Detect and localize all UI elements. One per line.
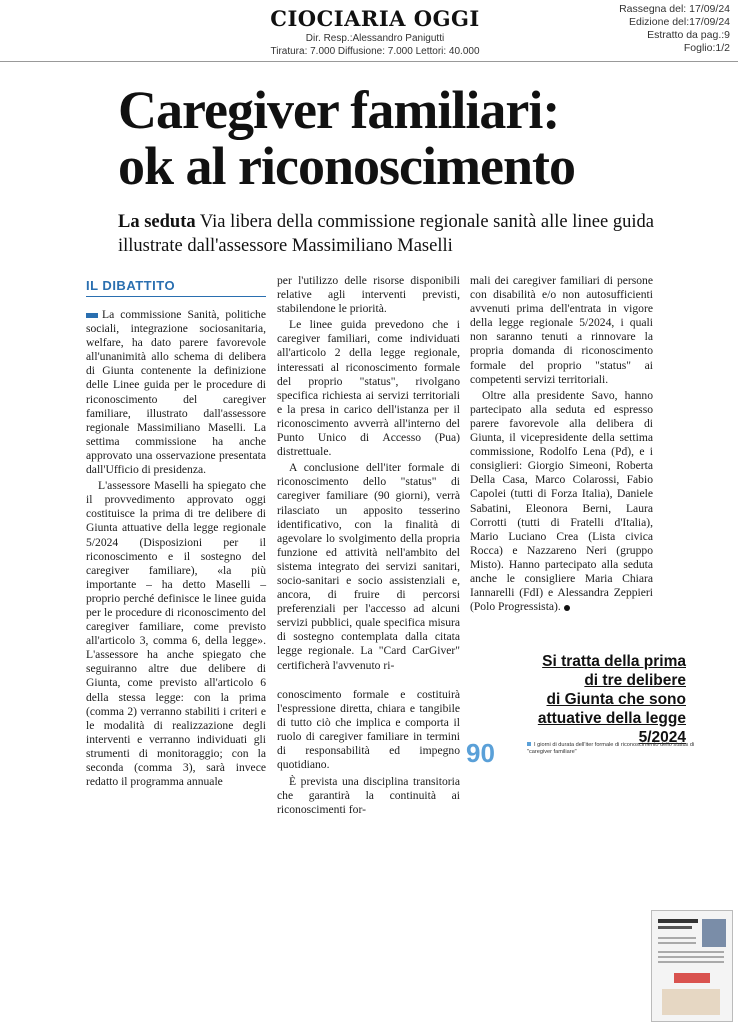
thumbnail-ad [662,989,720,1015]
masthead-divider [0,61,738,62]
stat-caption-text: I giorni di durata dell'iter formale di riconoscimento dello status di "caregiver familiare" [527,742,695,755]
article-column-3 [470,274,653,616]
paragraph: Le linee guida prevedono che i caregiver familiari, come individuati all'articolo 2 della legge regionale, interessati al riconoscimento formale del proprio "status", rivolgano specifica richiesta ai servizi territoriali e la presa in carico dell'istanza per il riconoscimento avverrà all'interno del Punto Unico di Accesso (Pua) distrettuale. [277,318,460,459]
pull-quote-line: attuative della legge [537,710,686,727]
meta-estratto: Estratto da pag.:9 [647,29,730,41]
paragraph [86,308,266,477]
meta-block [590,3,730,55]
article-subhead [118,210,678,258]
meta-rassegna: Rassegna del: 17/09/24 [619,3,730,15]
article-column-1 [86,308,266,791]
subhead-lead: La seduta [118,212,196,232]
thumbnail-photo [702,919,726,947]
paragraph: A conclusione dell'iter formale di riconoscimento dello "status" di caregiver familiare (90 giorni), verrà rilasciato un apposito tesserino identificativo, con la finalità di agevolare lo svolgimento della propria funzione ed attività nell'ambito del sistema integrato dei servizi sanitari, socio-sanitari e socio assistenziali e, ancora, di fruire di percorsi preferenziali per l'accesso ad alcuni servizi pubblici, quale specifica misura di sostegno contemplata dalla citata legge regionale. La "Card CarGiver" certificherà l'avvenuto ri- [277,461,460,672]
article-column-2-continued [277,688,460,819]
publication-name: CIOCIARIA OGGI [270,6,480,31]
paragraph: conoscimento formale e costituirà l'espressione diretta, chiara e tangibile di tutto ciò che implica e comporta il ruolo di caregiver familiare in termini di responsabilità ed impegno quotidiano. [277,688,460,772]
pull-quote-line: di Giunta che sono [546,691,686,708]
stat-bullet-icon [527,742,531,746]
thumbnail-text-line [658,942,696,944]
subhead-text: Via libera della commissione regionale sanità alle linee guida illustrate dall'assessore Massimiliano Maselli [118,212,654,256]
lead-marker-icon [86,313,98,318]
thumbnail-text-line [658,951,724,953]
pull-quote-line: Si tratta della prima [542,653,686,670]
paragraph: È prevista una disciplina transitoria che garantirà la continuità ai riconoscimenti for- [277,774,460,816]
thumbnail-text-line [658,956,724,958]
stat-caption [527,742,695,756]
pull-quote-line: 5/2024 [638,729,686,746]
thumbnail-headline [658,919,698,923]
thumbnail-ad-title [674,973,710,983]
article-column-2 [277,274,460,675]
paragraph [470,389,653,615]
headline-line-2: ok al riconoscimento [118,136,575,196]
thumbnail-subhead [658,926,692,929]
pull-quote [486,652,686,747]
paragraph-text: La commissione Sanità, politiche sociali, integrazione sociosanitaria, welfare, ha dato parere favorevole all'unanimità allo schema di delibera di Giunta contenente la definizione delle Linee guida per le procedure di riconoscimento del caregiver familiare, illustrato dall'assessore regionale Massimiliano Maselli. La settima commissione ha anche approvato una osservazione presentata dall'Ufficio di presidenza. [86,308,266,477]
paragraph-text: Oltre alla presidente Savo, hanno partecipato alla seduta ed espresso parere favorevole alla delibera di Giunta, il vicepresidente della settima commissione, Rodolfo Lena (Pd), e i consiglieri: Giorgio Simeoni, Roberta Della Casa, Marco Colarossi, Fabio Capolei (tutti di Forza Italia), Daniele Sabatini, Eleonora Berni, Laura Corrotti (tutti di Fratelli d'Italia), Mario Luciano Crea (Lista civica Rocca) e Nazzareno Neri (gruppo Misto). Hanno partecipato alla seduta anche le consigliere Maria Chiara Iannarelli (FdI) e Alessandra Zeppieri (Polo Progressista). [470,388,653,614]
thumbnail-text-line [658,961,724,963]
article-headline [118,82,718,194]
thumbnail-text-line [658,937,696,939]
end-marker-icon [564,605,570,611]
paragraph: mali dei caregiver familiari di persone con disabilità e/o non autosufficienti avvenuti prima dell'entrata in vigore della legge regionale 5/2024, i quali non saranno tenuti a rinnovare la propria domanda di riconoscimento formale del proprio "status" ai competenti servizi territoriali. [470,274,653,386]
headline-line-1: Caregiver familiari: [118,80,560,140]
paragraph: L'assessore Maselli ha spiegato che il provvedimento approvato oggi costituisce la prima di tre delibere di Giunta attuative della legge regionale 5/2024 (Disposizioni per il riconoscimento e il sostegno del caregiver familiare), «la più importante – ha detto Maselli – proprio perché definisce le linee guida per le procedure di riconoscimento del caregiver familiare, come previsto all'articolo 3, comma 6, della legge». L'assessore ha anche spiegato che seguiranno altre due delibere di Giunta, come previsto all'articolo 6 della stessa legge: con la prima (comma 2) verranno stabiliti i criteri e le modalità di realizzazione degli interventi e verranno individuati gli strumenti di monitoraggio; con la seconda (comma 3), sarà invece redatto il programma annuale [86,479,266,789]
paragraph: per l'utilizzo delle risorse disponibili relative agli interventi previsti, stabilendone le priorità. [277,274,460,316]
meta-edizione: Edizione del:17/09/24 [629,16,730,28]
page-thumbnail [651,910,733,1022]
stat-number: 90 [466,738,495,768]
section-label: IL DIBATTITO [86,278,266,297]
circulation-line: Tiratura: 7.000 Diffusione: 7.000 Lettori: 40.000 [270,46,480,57]
meta-foglio: Foglio:1/2 [683,42,730,54]
pull-quote-line: di tre delibere [584,672,686,689]
director-line: Dir. Resp.:Alessandro Panigutti [305,33,445,44]
